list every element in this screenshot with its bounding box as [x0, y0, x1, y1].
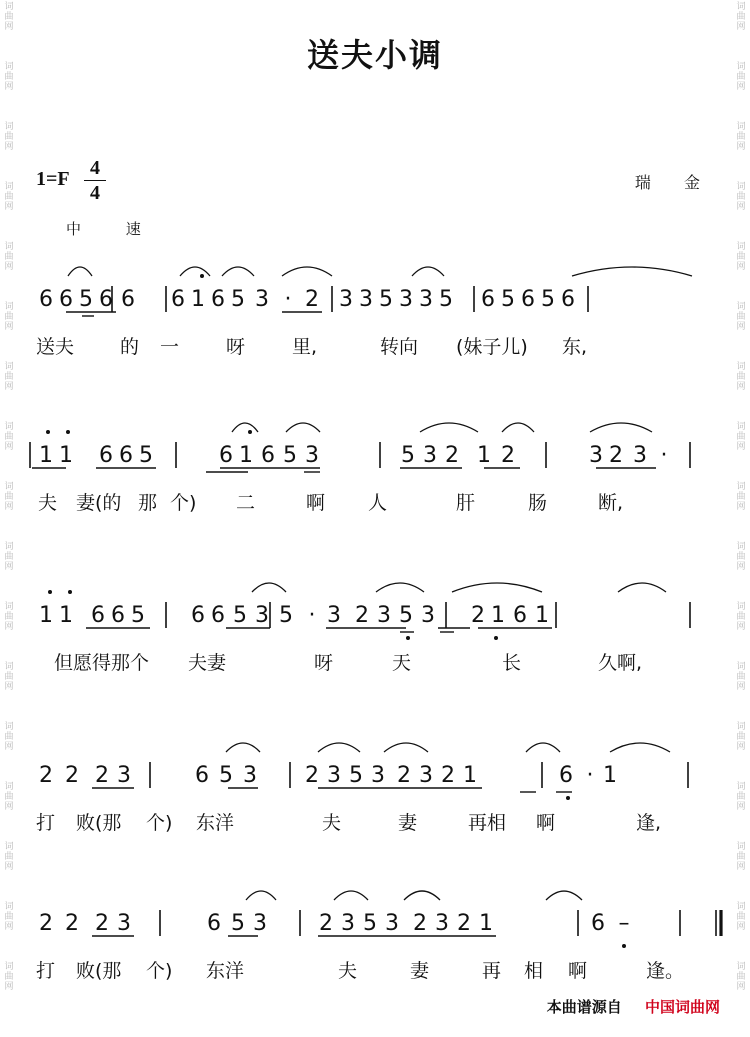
lyric-syllable: 那 [138, 492, 158, 514]
slur-arc [180, 267, 210, 276]
jianpu-note: 5 [79, 287, 93, 312]
jianpu-note: 5 [399, 603, 413, 628]
lyric-syllable: 的 [120, 336, 140, 358]
jianpu-note: 3 [371, 763, 385, 788]
lyric-syllable: 个) [170, 492, 197, 514]
jianpu-note: 3 [327, 763, 341, 788]
jianpu-note: 1 [239, 443, 253, 468]
jianpu-note: 1 [603, 763, 617, 788]
jianpu-note: 1 [39, 603, 53, 628]
slur-arc [526, 743, 560, 752]
watermark-right: 词 曲 网 词 曲 网 词 曲 网 词 曲 网 词 曲 网 词 曲 网 词 曲 网 词 曲 网 词 曲 网 词 曲 网 词 曲 网 词 曲 网 词 曲 网 词 曲 网 词 曲 网 词 曲 网 词 曲 网 [736, 2, 746, 992]
jianpu-note: 6 [91, 603, 105, 628]
lyric-syllable: 打 [36, 960, 56, 982]
slur-arc [286, 423, 320, 432]
lyric-syllable: 人 [368, 492, 388, 514]
watermark-left: 词 曲 网 词 曲 网 词 曲 网 词 曲 网 词 曲 网 词 曲 网 词 曲 网 词 曲 网 词 曲 网 词 曲 网 词 曲 网 词 曲 网 词 曲 网 词 曲 网 词 曲 网 词 曲 网 词 曲 网 [4, 2, 14, 992]
jianpu-note: 5 [363, 911, 377, 936]
notation-line [0, 258, 750, 328]
jianpu-note: 5 [283, 443, 297, 468]
jianpu-note: 2 [413, 911, 427, 936]
jianpu-note: 6 [99, 443, 113, 468]
jianpu-note: 1 [59, 603, 73, 628]
octave-dot-low [406, 636, 410, 640]
slur-arc [452, 583, 542, 592]
music-system [0, 574, 750, 684]
octave-dot-low [494, 636, 498, 640]
octave-dot-low [622, 944, 626, 948]
jianpu-note: – [618, 911, 630, 936]
octave-dot-high [248, 430, 252, 434]
lyric-syllable: 妻(的 [76, 492, 122, 514]
lyric-syllable: 啊 [306, 492, 326, 514]
slur-arc [404, 891, 440, 900]
jianpu-note: 3 [423, 443, 437, 468]
lyric-syllable: 长 [502, 652, 522, 674]
jianpu-note: 6 [561, 287, 575, 312]
lyric-syllable: 相 [524, 960, 544, 982]
slur-arc [376, 583, 424, 592]
jianpu-note: 2 [305, 287, 319, 312]
time-signature [84, 158, 106, 203]
jianpu-note: 3 [589, 443, 603, 468]
jianpu-note: 2 [95, 763, 109, 788]
jianpu-note: 6 [195, 763, 209, 788]
jianpu-note: 2 [441, 763, 455, 788]
octave-dot-high [200, 274, 204, 278]
lyric-syllable: 但愿得那个 [54, 652, 150, 674]
jianpu-note: 3 [339, 287, 353, 312]
jianpu-note: 3 [421, 603, 435, 628]
lyric-syllable: 东洋 [196, 812, 235, 834]
lyric-syllable: 啊 [536, 812, 556, 834]
octave-dot-high [46, 430, 50, 434]
jianpu-note: 1 [535, 603, 549, 628]
jianpu-note: 2 [445, 443, 459, 468]
jianpu-note: 3 [385, 911, 399, 936]
jianpu-note: 2 [609, 443, 623, 468]
lyric-syllable: 久啊, [598, 652, 643, 674]
jianpu-note: 6 [513, 603, 527, 628]
lyric-syllable: 个) [146, 960, 173, 982]
jianpu-note: 6 [481, 287, 495, 312]
slur-arc [68, 267, 92, 276]
jianpu-note: 6 [219, 443, 233, 468]
lyric-syllable: 逢, [636, 812, 662, 834]
jianpu-note: 3 [633, 443, 647, 468]
slur-arc [282, 267, 332, 276]
jianpu-note: 5 [131, 603, 145, 628]
jianpu-note: 2 [471, 603, 485, 628]
jianpu-note: 6 [559, 763, 573, 788]
slur-arc [232, 423, 258, 432]
lyric-syllable: 肝 [456, 492, 476, 514]
jianpu-note: 5 [231, 287, 245, 312]
jianpu-note: 5 [231, 911, 245, 936]
lyric-syllable: 东洋 [206, 960, 245, 982]
lyric-syllable: 啊 [568, 960, 588, 982]
slur-arc [590, 423, 652, 432]
octave-dot-low [566, 796, 570, 800]
key-signature: 1=F [36, 168, 70, 190]
slur-arc [334, 891, 368, 900]
jianpu-note: 3 [253, 911, 267, 936]
lyric-syllable: 夫妻 [188, 652, 227, 674]
lyric-syllable: 打 [36, 812, 56, 834]
jianpu-note: 1 [59, 443, 73, 468]
jianpu-note: 3 [359, 287, 373, 312]
lyric-syllable: 呀 [226, 336, 246, 358]
jianpu-note: 1 [479, 911, 493, 936]
jianpu-note: 6 [111, 603, 125, 628]
jianpu-note: 2 [39, 911, 53, 936]
lyric-syllable: 个) [146, 812, 173, 834]
jianpu-note: 2 [65, 911, 79, 936]
jianpu-note: 6 [521, 287, 535, 312]
jianpu-note: 2 [39, 763, 53, 788]
lyric-syllable: 再 [482, 960, 502, 982]
slur-arc [412, 267, 444, 276]
jianpu-note: 5 [219, 763, 233, 788]
music-system [0, 734, 750, 844]
jianpu-note: 3 [419, 287, 433, 312]
jianpu-note: 5 [139, 443, 153, 468]
octave-dot-high [66, 430, 70, 434]
slur-arc [226, 743, 260, 752]
lyric-syllable: 呀 [314, 652, 334, 674]
jianpu-note: 6 [591, 911, 605, 936]
jianpu-note: 6 [261, 443, 275, 468]
lyric-syllable: 逢。 [646, 960, 685, 982]
lyric-syllable: 东, [562, 336, 588, 358]
slur-arc [610, 743, 670, 752]
author: 瑞 金 [634, 173, 714, 192]
jianpu-note: 5 [401, 443, 415, 468]
jianpu-note: 3 [327, 603, 341, 628]
jianpu-note: 3 [305, 443, 319, 468]
lyric-syllable: 送夫 [36, 336, 75, 358]
slur-arc [572, 267, 692, 276]
jianpu-note: 2 [501, 443, 515, 468]
slur-arc [502, 423, 534, 432]
lyric-syllable: 败(那 [76, 812, 122, 834]
lyric-syllable: 天 [392, 652, 412, 674]
jianpu-note: 1 [491, 603, 505, 628]
lyric-syllable: 一 [160, 336, 180, 358]
jianpu-note: 3 [341, 911, 355, 936]
jianpu-note: 3 [399, 287, 413, 312]
jianpu-note: 3 [255, 603, 269, 628]
jianpu-note: 3 [435, 911, 449, 936]
lyric-syllable: 败(那 [76, 960, 122, 982]
jianpu-note: 2 [355, 603, 369, 628]
jianpu-note: 5 [501, 287, 515, 312]
notation-line [0, 414, 750, 484]
lyric-syllable: 里, [292, 336, 318, 358]
slur-arc [318, 743, 360, 752]
tempo-marking: 中 速 [66, 220, 161, 238]
music-system [0, 414, 750, 524]
jianpu-note: 2 [397, 763, 411, 788]
footer [547, 996, 720, 1017]
jianpu-note: 6 [211, 603, 225, 628]
jianpu-note: 3 [117, 911, 131, 936]
lyric-syllable: 夫 [338, 960, 358, 982]
jianpu-note: 6 [121, 287, 135, 312]
jianpu-note: · [308, 603, 316, 628]
jianpu-note: 2 [319, 911, 333, 936]
jianpu-note: 2 [305, 763, 319, 788]
jianpu-note: 1 [477, 443, 491, 468]
slur-arc [618, 583, 666, 592]
lyric-syllable: 妻 [410, 960, 430, 982]
slur-arc [384, 743, 428, 752]
footer-source-label: 本曲谱源自 [546, 998, 622, 1016]
jianpu-note: 2 [65, 763, 79, 788]
jianpu-note: 3 [117, 763, 131, 788]
jianpu-note: 3 [419, 763, 433, 788]
lyric-syllable: 夫 [322, 812, 342, 834]
jianpu-note: 1 [191, 287, 205, 312]
lyric-syllable: (妹子儿) [456, 336, 528, 358]
jianpu-note: · [284, 287, 292, 312]
slur-arc [222, 267, 254, 276]
jianpu-note: 6 [191, 603, 205, 628]
slur-arc [252, 583, 286, 592]
lyric-syllable: 夫 [38, 492, 58, 514]
jianpu-note: 6 [119, 443, 133, 468]
jianpu-note: 1 [39, 443, 53, 468]
lyric-syllable: 转向 [380, 336, 419, 358]
song-title: 送夫小调 [306, 36, 443, 74]
octave-dot-high [68, 590, 72, 594]
jianpu-note: 3 [255, 287, 269, 312]
jianpu-note: · [586, 763, 594, 788]
lyric-syllable: 再相 [468, 812, 507, 834]
slur-arc [246, 891, 276, 900]
jianpu-note: · [660, 443, 668, 468]
jianpu-note: 5 [379, 287, 393, 312]
time-signature-top: 4 [90, 157, 100, 179]
octave-dot-high [48, 590, 52, 594]
jianpu-note: 6 [59, 287, 73, 312]
lyric-syllable: 妻 [398, 812, 418, 834]
jianpu-note: 3 [243, 763, 257, 788]
jianpu-note: 6 [39, 287, 53, 312]
notation-line [0, 734, 750, 804]
lyric-syllable: 断, [598, 492, 624, 514]
jianpu-note: 3 [377, 603, 391, 628]
jianpu-note: 5 [439, 287, 453, 312]
jianpu-note: 6 [171, 287, 185, 312]
jianpu-note: 6 [99, 287, 113, 312]
jianpu-note: 2 [457, 911, 471, 936]
notation-line [0, 882, 750, 952]
footer-site-link[interactable]: 中国词曲网 [644, 998, 720, 1016]
time-signature-bottom: 4 [90, 182, 100, 204]
jianpu-note: 5 [349, 763, 363, 788]
slur-arc [420, 423, 478, 432]
notation-line [0, 574, 750, 644]
jianpu-note: 5 [541, 287, 555, 312]
jianpu-note: 6 [207, 911, 221, 936]
jianpu-note: 6 [211, 287, 225, 312]
jianpu-note: 2 [95, 911, 109, 936]
jianpu-note: 1 [463, 763, 477, 788]
jianpu-note: 5 [279, 603, 293, 628]
slur-arc [546, 891, 582, 900]
lyric-syllable: 二 [236, 492, 256, 514]
jianpu-note: 5 [233, 603, 247, 628]
music-system [0, 882, 750, 992]
music-system [0, 258, 750, 368]
lyric-syllable: 肠 [528, 492, 548, 514]
